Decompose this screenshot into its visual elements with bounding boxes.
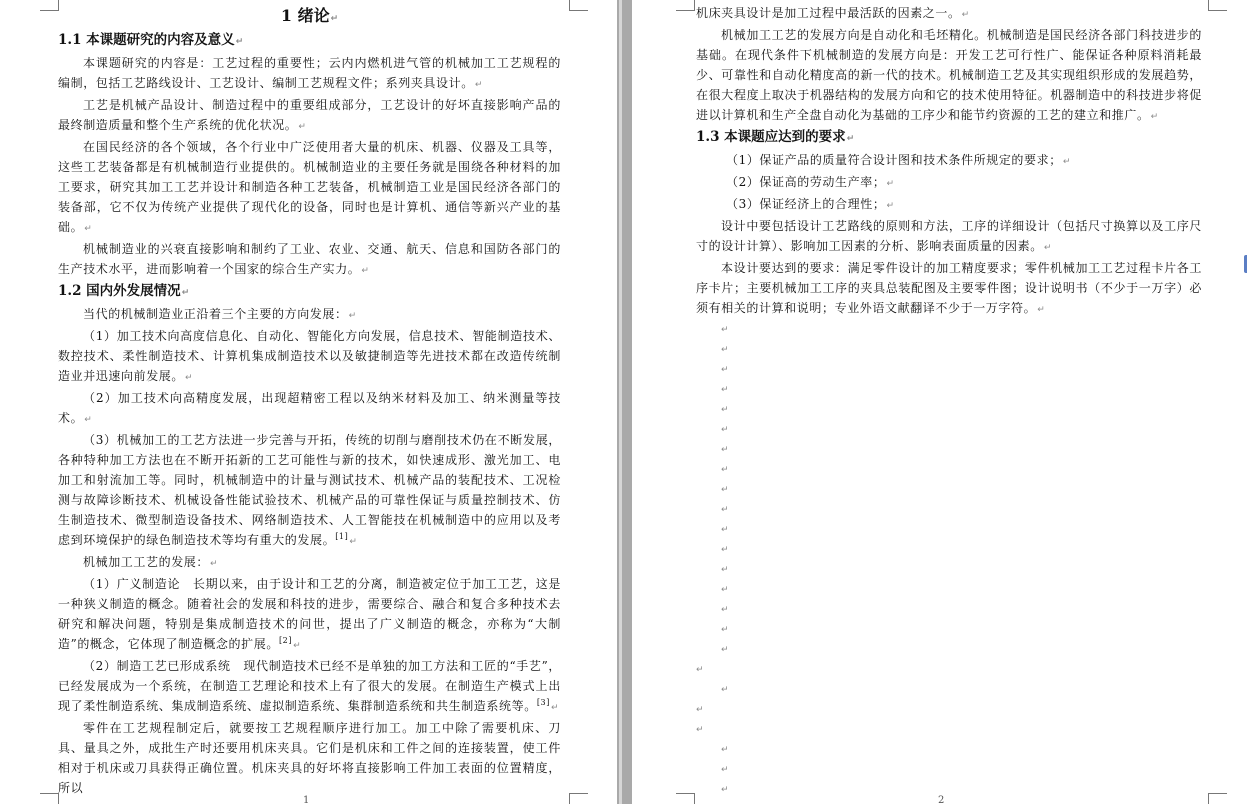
- page-number: 1: [303, 795, 310, 806]
- list-item: （3）保证经济上的合理性；↵: [726, 197, 895, 211]
- list-item: （2）加工技术向高精度发展，出现超精密工程以及纳米材料及加工、纳米测量等技术。↵: [58, 391, 561, 425]
- paragraph: 工艺是机械产品设计、制造过程中的重要组成部分，工艺设计的好坏直接影响产品的最终制造质量和整个生产系统的优化状况。↵: [58, 98, 561, 132]
- empty-paragraph-mark: ↵: [721, 365, 729, 375]
- empty-paragraph-mark: ↵: [721, 465, 729, 475]
- citation[interactable]: [1]: [335, 532, 349, 541]
- empty-paragraph-mark: ↵: [721, 345, 729, 355]
- empty-paragraph-mark: ↵: [696, 705, 704, 715]
- list-item: （1）保证产品的质量符合设计图和技术条件所规定的要求；↵: [726, 153, 1071, 167]
- empty-paragraphs: [696, 680, 1202, 700]
- page-gutter: [617, 0, 632, 804]
- document-page-1: [0, 0, 617, 804]
- document-page-2: [632, 0, 1247, 804]
- citation[interactable]: [3]: [536, 698, 550, 707]
- paragraph: 机械制造业的兴衰直接影响和制约了工业、农业、交通、航天、信息和国防各部门的生产技术水平，进而影响着一个国家的综合生产实力。↵: [58, 242, 561, 276]
- empty-paragraph-mark: ↵: [721, 405, 729, 415]
- empty-paragraphs: [696, 320, 1202, 660]
- page-corner-mark: [569, 0, 588, 11]
- empty-paragraph-mark: ↵: [721, 765, 729, 775]
- paragraph: 机床夹具设计是加工过程中最活跃的因素之一。↵: [696, 6, 970, 20]
- page-1-body[interactable]: [58, 5, 561, 798]
- empty-paragraphs: [696, 700, 1202, 740]
- page-corner-mark: [1208, 0, 1227, 11]
- paragraph: 在国民经济的各个领域，各个行业中广泛使用者大量的机床、机器、仪器及工具等，这些工艺装备都是有机械制造行业提供的。机械制造业的主要任务就是围绕各种材料的加工要求，研究其加工工艺并设计和制造各种工艺装备，机械制造工业是国民经济各部门的装备部，它不仅为传统产业提供了现代化的设备，同时也是计算机、通信等新兴产业的基础。↵: [58, 140, 561, 234]
- empty-paragraph-mark: ↵: [721, 625, 729, 635]
- paragraph: 当代的机械制造业正沿着三个主要的方向发展：↵: [83, 307, 357, 321]
- paragraph: 机械加工工艺的发展：↵: [83, 555, 219, 569]
- empty-paragraph-mark: ↵: [696, 725, 704, 735]
- empty-paragraph-mark: ↵: [721, 425, 729, 435]
- empty-paragraph-mark: ↵: [721, 745, 729, 755]
- empty-paragraph-mark: ↵: [721, 325, 729, 335]
- empty-paragraph-mark: ↵: [721, 445, 729, 455]
- page-corner-mark: [40, 793, 59, 804]
- page-2-body[interactable]: [696, 3, 1202, 800]
- section-heading: 1.3 本课题应达到的要求↵: [696, 129, 855, 145]
- page-corner-mark: [40, 0, 59, 11]
- empty-paragraph-mark: ↵: [721, 685, 729, 695]
- page-number: 2: [938, 795, 945, 806]
- list-item: （1）广义制造论 长期以来，由于设计和工艺的分离，制造被定位于加工工艺，这是一种狭义制造的概念。随着社会的发展和科技的进步，需要综合、融合和复合多种技术去研究和解决问题，特别是集成制造技术的问世，提出了广义制造的概念，亦称为“大制造”的概念，它体现了制造概念的扩展。[2]↵: [58, 577, 561, 651]
- empty-paragraph-mark: ↵: [721, 605, 729, 615]
- empty-paragraph-mark: ↵: [696, 665, 704, 675]
- empty-paragraph-mark: ↵: [721, 645, 729, 655]
- paragraph: 机械加工工艺的发展方向是自动化和毛坯精化。机械制造是国民经济各部门科技进步的基础。在现代条件下机械制造的发展方向是：开发工艺可行性广、能保证各种原料消耗最少、可靠性和自动化精度高的新一代的技术。机械制造工艺及其实现组织形成的发展趋势，在很大程度上取决于机器结构的发展方向和它的技术使用特征。机器制造中的科技进步将促进以计算机和生产全盘自动化为基础的工序少和能节约资源的工艺的建立和推广。↵: [696, 28, 1202, 122]
- page-corner-mark: [676, 0, 695, 11]
- empty-paragraph-mark: ↵: [721, 585, 729, 595]
- list-item: （2）制造工艺已形成系统 现代制造技术已经不是单独的加工方法和工匠的“手艺”，已经发展成为一个系统，在制造工艺理论和技术上有了很大的发展。在制造生产模式上出现了柔性制造系统、集成制造系统、虚拟制造系统、集群制造系统和共生制造系统等。[3]↵: [58, 659, 561, 713]
- paragraph: 本课题研究的内容是：工艺过程的重要性；云内内燃机进气管的机械加工工艺规程的编制，包括工艺路线设计、工艺设计、编制工艺规程文件；系列夹具设计。↵: [58, 56, 561, 90]
- empty-paragraph-mark: ↵: [721, 525, 729, 535]
- empty-paragraphs: [696, 740, 1202, 800]
- chapter-title: 1 绪论↵: [280, 6, 339, 25]
- empty-paragraph-mark: ↵: [721, 385, 729, 395]
- paragraph: 设计中要包括设计工艺路线的原则和方法，工序的详细设计（包括尺寸换算以及工序尺寸的设计计算）、影响加工因素的分析、影响表面质量的因素。↵: [696, 219, 1202, 253]
- empty-paragraphs: [696, 660, 1202, 680]
- page-corner-mark: [1208, 793, 1227, 804]
- empty-paragraph-mark: ↵: [721, 485, 729, 495]
- section-heading: 1.2 国内外发展情况↵: [58, 283, 190, 299]
- empty-paragraph-mark: ↵: [721, 545, 729, 555]
- paragraph: 零件在工艺规程制定后，就要按工艺规程顺序进行加工。加工中除了需要机床、刀具、量具之外，成批生产时还要用机床夹具。它们是机床和工件之间的连接装置，使工件相对于机床或刀具获得正确位置。机床夹具的好坏将直接影响工件加工表面的位置精度，所以: [58, 721, 561, 795]
- section-heading: 1.1 本课题研究的内容及意义↵: [58, 32, 244, 48]
- empty-paragraph-mark: ↵: [721, 505, 729, 515]
- paragraph: 本设计要达到的要求：满足零件设计的加工精度要求；零件机械加工工艺过程卡片各工序卡片；主要机械加工工序的夹具总装配图及主要零件图；设计说明书（不少于一万字）必须有相关的计算和说明；专业外语文献翻译不少于一万字符。↵: [696, 261, 1202, 315]
- list-item: （3）机械加工的工艺方法进一步完善与开拓，传统的切削与磨削技术仍在不断发展，各种特种加工方法也在不断开拓新的工艺可能性与新的技术，如快速成形、激光加工、电加工和射流加工等。同时，机械制造中的计量与测试技术、机械产品的装配技术、工况检测与故障诊断技术、机械设备性能试验技术、机械产品的可靠性保证与质量控制技术、仿生制造技术、微型制造设备技术、网络制造技术、人工智能技在机械制造中的应用以及考虑到环境保护的绿色制造技术等均有重大的发展。[1]↵: [58, 433, 561, 547]
- empty-paragraph-mark: ↵: [721, 565, 729, 575]
- empty-paragraph-mark: ↵: [721, 785, 729, 795]
- citation[interactable]: [2]: [278, 636, 293, 645]
- page-corner-mark: [676, 793, 695, 804]
- list-item: （1）加工技术向高度信息化、自动化、智能化方向发展，信息技术、智能制造技术、数控技术、柔性制造技术、计算机集成制造技术以及敏捷制造等先进技术都在改造传统制造业并迅速向前发展。↵: [58, 329, 561, 383]
- page-corner-mark: [569, 793, 588, 804]
- list-item: （2）保证高的劳动生产率；↵: [726, 175, 895, 189]
